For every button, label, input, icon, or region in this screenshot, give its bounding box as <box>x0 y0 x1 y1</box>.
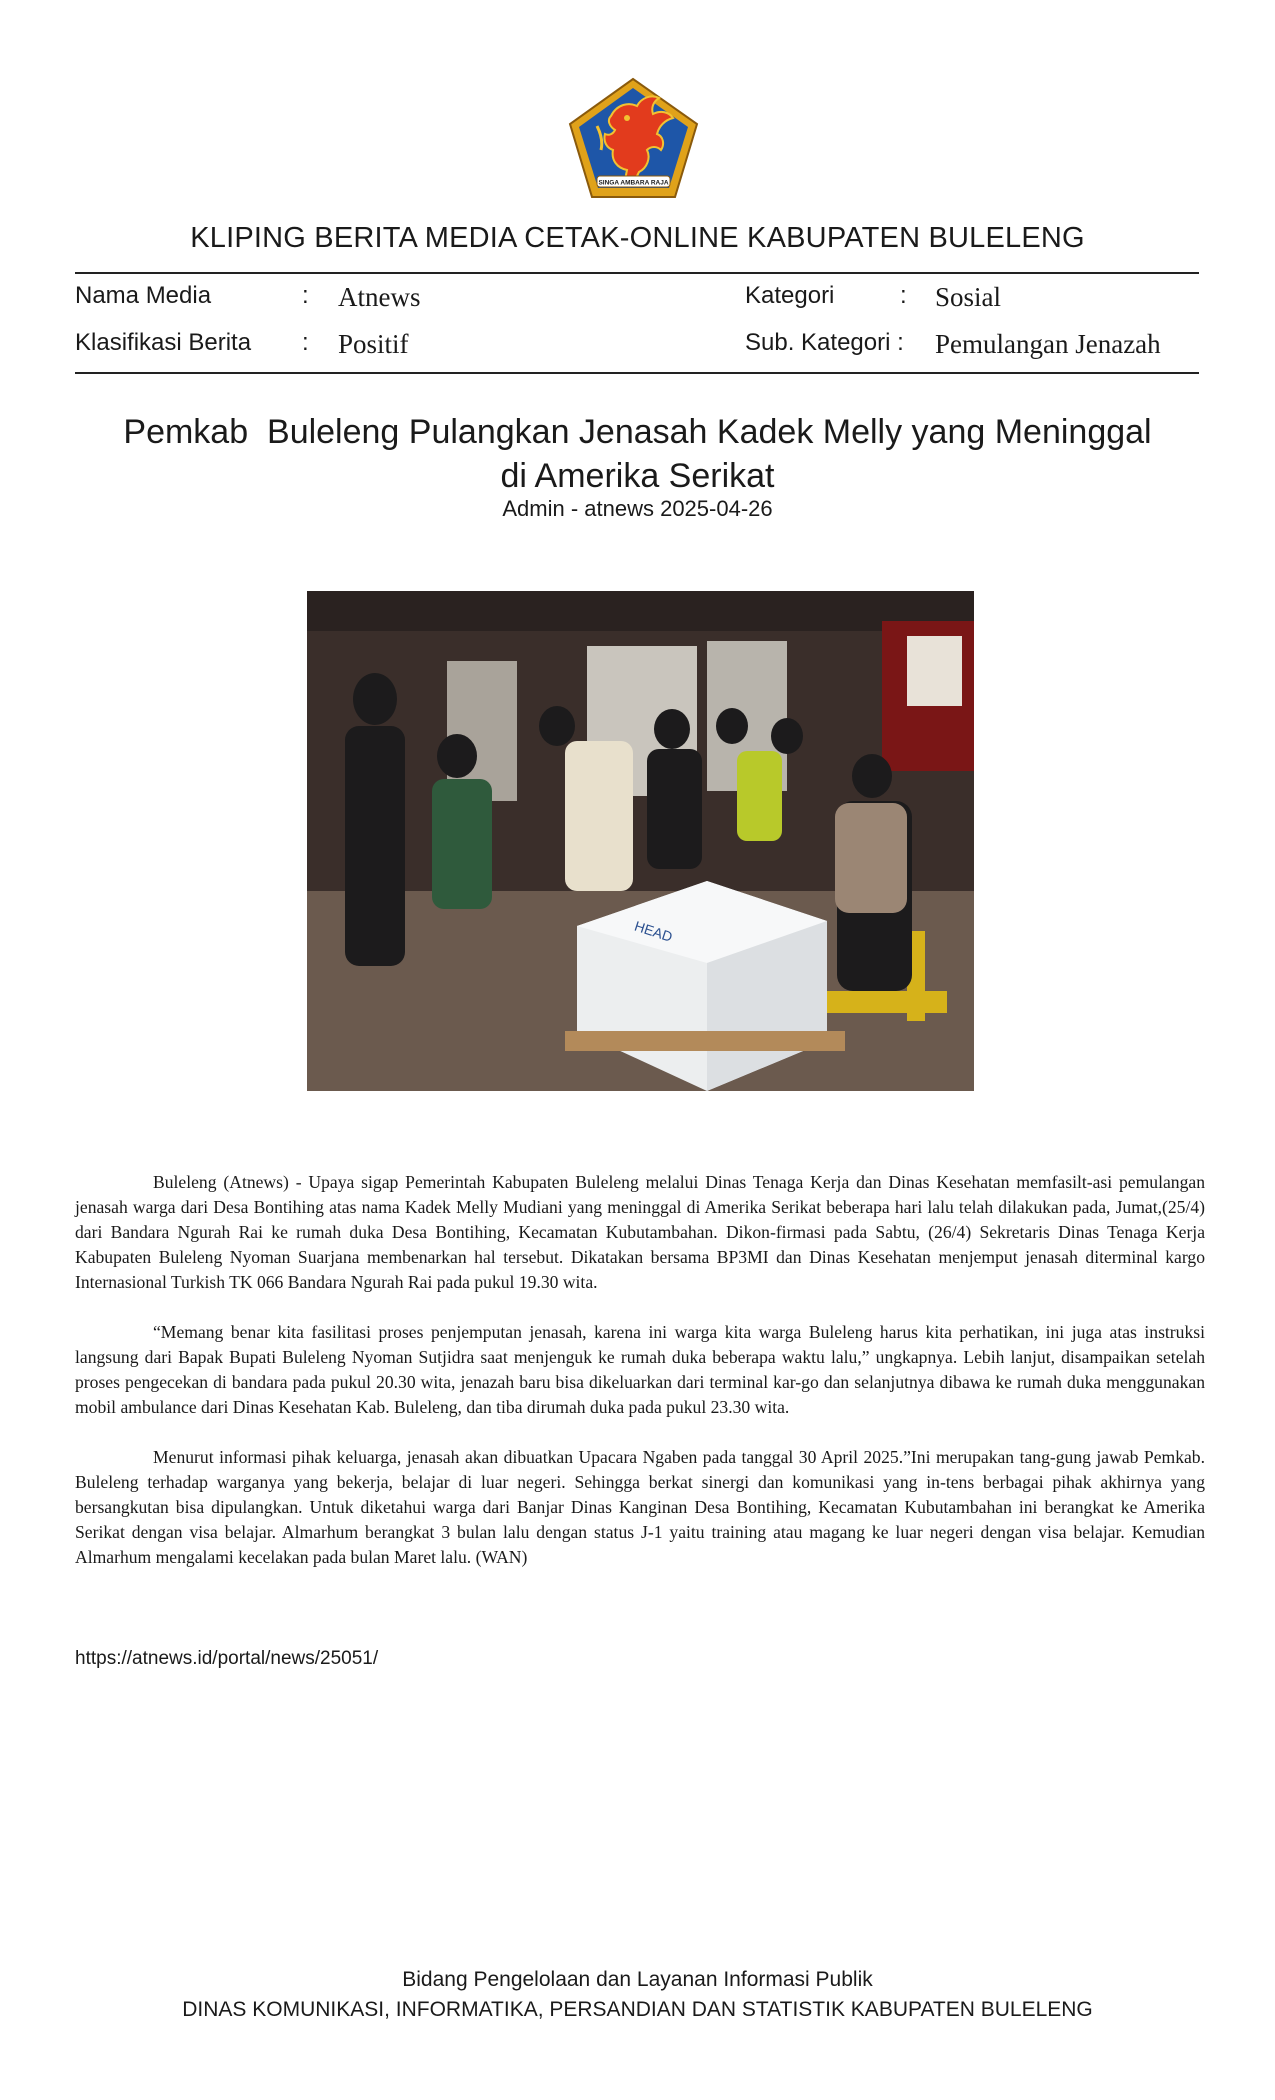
singa-ambara-raja-crest-icon <box>567 76 700 200</box>
article-title-line2: di Amerika Serikat <box>500 457 775 495</box>
media-label: Nama Media <box>75 282 212 309</box>
article-byline: Admin - atnews 2025-04-26 <box>502 496 773 521</box>
classification-label: Klasifikasi Berita <box>75 329 252 356</box>
clipping-header-title: KLIPING BERITA MEDIA CETAK-ONLINE KABUPATEN BULELENG <box>190 222 1085 254</box>
media-value: Atnews <box>338 282 421 312</box>
classification-colon: : <box>302 329 309 356</box>
article-title <box>60 410 1215 498</box>
header-rule-top <box>75 272 1199 274</box>
news-photo <box>307 591 974 1091</box>
article-body <box>75 1170 1205 1595</box>
footer-agency: DINAS KOMUNIKASI, INFORMATIKA, PERSANDIAN DAN STATISTIK KABUPATEN BULELENG <box>182 1998 1093 2021</box>
article-paragraph: “Memang benar kita fasilitasi proses penjemputan jenasah, karena ini warga kita warga Buleleng harus kita perhatikan, ini juga atas instruksi langsung dari Bapak Bupati Buleleng Nyoman Sutjidra saat menjenguk ke rumah duka beberapa waktu lalu,” ungkapnya. Lebih lanjut, disampaikan setelah proses pengecekan di bandara pada pukul 20.30 wita, jenazah baru bisa dikeluarkan dari terminal kar-go dan selanjutnya dibawa ke rumah duka menggunakan mobil ambulance dari Dinas Kesehatan Kab. Buleleng, dan tiba dirumah duka pada pukul 23.30 wita. <box>75 1322 1205 1417</box>
article-paragraph: Buleleng (Atnews) - Upaya sigap Pemerintah Kabupaten Buleleng melalui Dinas Tenaga Kerja dan Dinas Kesehatan memfasilt-asi pemulangan jenasah warga dari Desa Bontihing atas nama Kadek Melly Mudiani yang meninggal di Amerika Serikat beberapa hari lalu telah dilakukan pada, Jumat,(25/4) dari Bandara Ngurah Rai ke rumah duka Desa Bontihing, Kecamatan Kubutambahan. Dikon-firmasi pada Sabtu, (26/4) Sekretaris Dinas Tenaga Kerja Kabupaten Buleleng Nyoman Suarjana membenarkan hal tersebut. Dikatakan bersama BP3MI dan Dinas Kesehatan menjemput jenasah diterminal kargo Internasional Turkish TK 066 Bandara Ngurah Rai pada pukul 19.30 wita. <box>75 1172 1205 1292</box>
subcategory-label: Sub. Kategori : <box>745 329 904 356</box>
article-title-line1: Pemkab Buleleng Pulangkan Jenasah Kadek Melly yang Meninggal <box>123 413 1152 451</box>
category-label: Kategori <box>745 282 835 309</box>
source-link[interactable]: https://atnews.id/portal/news/25051/ <box>75 1648 379 1669</box>
category-value: Sosial <box>935 282 1002 312</box>
footer-department: Bidang Pengelolaan dan Layanan Informasi Publik <box>402 1968 873 1991</box>
article-paragraph: Menurut informasi pihak keluarga, jenasah akan dibuatkan Upacara Ngaben pada tanggal 30 April 2025.”Ini merupakan tang-gung jawab Pemkab. Buleleng terhadap warganya yang bekerja, belajar di luar negeri. Sehingga berkat sinergi dan komunikasi yang in-tens berbagai pihak akhirnya yang bersangkutan bisa dipulangkan. Untuk diketahui warga dari Banjar Dinas Kanginan Desa Bontihing, Kecamatan Kubutambahan ini berangkat ke Amerika Serikat dengan visa belajar. Almarhum berangkat 3 bulan lalu dengan status J-1 yaitu training atau magang ke luar negeri dengan visa belajar. Kemudian Almarhum mengalami kecelakan pada bulan Maret lalu. (WAN) <box>75 1447 1205 1567</box>
coffin-label: HEAD <box>632 917 675 945</box>
news-photo-illustration <box>307 591 974 1091</box>
crest-motto: SINGA AMBARA RAJA <box>598 179 669 187</box>
category-colon: : <box>900 282 907 309</box>
classification-value: Positif <box>338 329 409 359</box>
header-rule-bottom <box>75 372 1199 374</box>
subcategory-value: Pemulangan Jenazah <box>935 329 1161 359</box>
media-colon: : <box>302 282 309 309</box>
